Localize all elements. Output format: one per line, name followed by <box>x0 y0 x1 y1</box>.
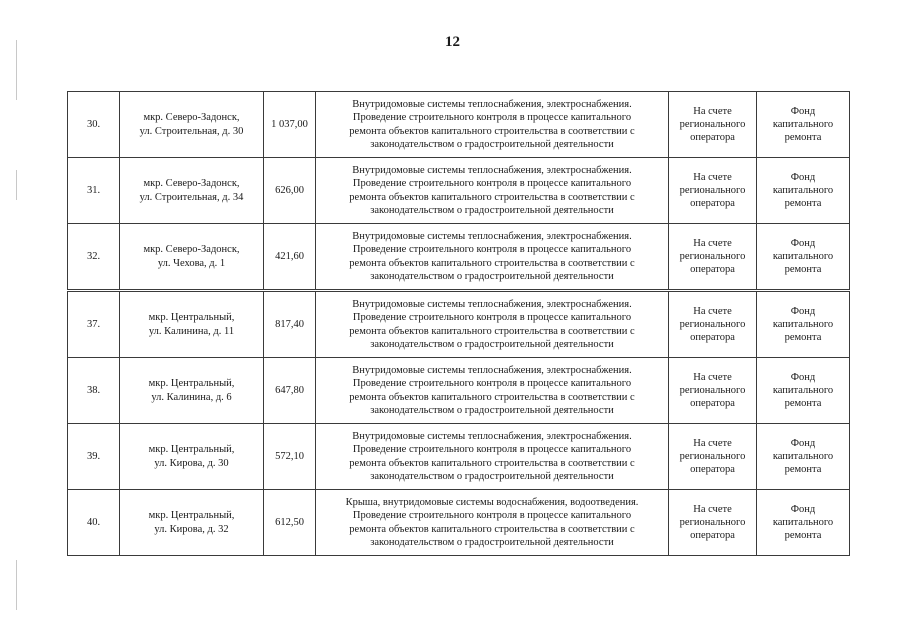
account-line-3: оператора <box>690 464 735 476</box>
funding-source-cell <box>757 92 850 158</box>
account-cell <box>669 490 757 556</box>
description-line-3: ремонта объектов капитального строительства в соответствии с <box>349 523 635 535</box>
area-cell <box>264 158 316 224</box>
description-line-1: Крыша, внутридомовые системы водоснабжения, водоотведения. <box>345 497 639 509</box>
works-description-cell <box>316 224 669 290</box>
row-number: 31. <box>86 184 101 196</box>
row-number-cell <box>68 424 120 490</box>
account-line-2: регионального <box>679 250 746 262</box>
funding-line-2: капитального <box>772 450 834 462</box>
area-value: 626,00 <box>275 184 304 196</box>
description-line-2: Проведение строительного контроля в процессе капитального <box>352 378 632 390</box>
address-line-2: ул. Кирова, д. 30 <box>154 457 229 469</box>
table-row <box>68 224 850 290</box>
funding-line-1: Фонд <box>790 171 816 183</box>
funding-line-2: капитального <box>772 516 834 528</box>
area-value: 647,80 <box>275 384 304 396</box>
area-cell <box>264 424 316 490</box>
account-line-1: На счете <box>693 237 732 249</box>
area-cell <box>264 224 316 290</box>
description-line-1: Внутридомовые системы теплоснабжения, электроснабжения. <box>352 431 632 443</box>
account-line-1: На счете <box>693 503 732 515</box>
description-line-1: Внутридомовые системы теплоснабжения, электроснабжения. <box>352 299 632 311</box>
area-value: 612,50 <box>275 516 304 528</box>
page-number: 12 <box>445 34 460 50</box>
works-description-cell <box>316 490 669 556</box>
works-description-cell <box>316 292 669 358</box>
area-value: 817,40 <box>275 318 304 330</box>
description-line-2: Проведение строительного контроля в процессе капитального <box>352 444 632 456</box>
table-row <box>68 424 850 490</box>
address-line-1: мкр. Северо-Задонск, <box>143 178 240 190</box>
description-line-3: ремонта объектов капитального строительства в соответствии с <box>349 325 635 337</box>
funding-line-1: Фонд <box>790 371 816 383</box>
address-line-1: мкр. Центральный, <box>148 444 235 456</box>
description-line-3: ремонта объектов капитального строительства в соответствии с <box>349 191 635 203</box>
margin-scan-mark <box>16 40 17 100</box>
description-line-4: законодательством о градостроительной деятельности <box>370 270 614 282</box>
description-line-4: законодательством о градостроительной деятельности <box>370 470 614 482</box>
account-cell <box>669 224 757 290</box>
funding-line-1: Фонд <box>790 437 816 449</box>
funding-line-2: капитального <box>772 318 834 330</box>
description-line-1: Внутридомовые системы теплоснабжения, электроснабжения. <box>352 99 632 111</box>
margin-scan-mark <box>16 560 17 610</box>
account-line-2: регионального <box>679 450 746 462</box>
row-number: 37. <box>86 318 101 330</box>
description-line-3: ремонта объектов капитального строительства в соответствии с <box>349 391 635 403</box>
funding-line-3: ремонта <box>784 132 822 144</box>
table-row <box>68 358 850 424</box>
address-line-1: мкр. Центральный, <box>148 378 235 390</box>
funding-line-3: ремонта <box>784 464 822 476</box>
account-cell <box>669 358 757 424</box>
address-line-1: мкр. Северо-Задонск, <box>143 244 240 256</box>
works-description-cell <box>316 358 669 424</box>
funding-line-1: Фонд <box>790 237 816 249</box>
table-row <box>68 158 850 224</box>
funding-source-cell <box>757 158 850 224</box>
address-cell <box>120 424 264 490</box>
funding-line-3: ремонта <box>784 398 822 410</box>
description-line-1: Внутридомовые системы теплоснабжения, электроснабжения. <box>352 231 632 243</box>
address-cell <box>120 490 264 556</box>
description-line-3: ремонта объектов капитального строительства в соответствии с <box>349 125 635 137</box>
account-line-2: регионального <box>679 118 746 130</box>
row-number-cell <box>68 224 120 290</box>
area-value: 1 037,00 <box>271 118 308 130</box>
address-line-1: мкр. Центральный, <box>148 312 235 324</box>
account-line-1: На счете <box>693 371 732 383</box>
funding-source-cell <box>757 224 850 290</box>
address-line-2: ул. Калинина, д. 6 <box>151 391 232 403</box>
funding-line-1: Фонд <box>790 503 816 515</box>
row-number-cell <box>68 292 120 358</box>
description-line-3: ремонта объектов капитального строительства в соответствии с <box>349 457 635 469</box>
account-line-1: На счете <box>693 105 732 117</box>
address-line-2: ул. Строительная, д. 30 <box>139 125 244 137</box>
row-number: 38. <box>86 384 101 396</box>
description-line-2: Проведение строительного контроля в процессе капитального <box>352 178 632 190</box>
row-number: 32. <box>86 250 101 262</box>
account-line-3: оператора <box>690 530 735 542</box>
address-line-1: мкр. Центральный, <box>148 510 235 522</box>
table-row <box>68 292 850 358</box>
account-line-3: оператора <box>690 398 735 410</box>
address-line-2: ул. Калинина, д. 11 <box>148 325 235 337</box>
address-line-2: ул. Строительная, д. 34 <box>139 191 244 203</box>
account-line-2: регионального <box>679 318 746 330</box>
funding-line-3: ремонта <box>784 198 822 210</box>
area-value: 572,10 <box>275 450 304 462</box>
row-number: 30. <box>86 118 101 130</box>
description-line-2: Проведение строительного контроля в процессе капитального <box>352 312 632 324</box>
area-cell <box>264 292 316 358</box>
address-cell <box>120 158 264 224</box>
funding-line-1: Фонд <box>790 305 816 317</box>
description-line-1: Внутридомовые системы теплоснабжения, электроснабжения. <box>352 365 632 377</box>
address-line-2: ул. Чехова, д. 1 <box>157 257 226 269</box>
account-line-1: На счете <box>693 437 732 449</box>
row-number: 39. <box>86 450 101 462</box>
table-separator-line <box>67 289 849 290</box>
account-cell <box>669 92 757 158</box>
account-line-3: оператора <box>690 198 735 210</box>
row-number-cell <box>68 490 120 556</box>
funding-source-cell <box>757 424 850 490</box>
funding-line-1: Фонд <box>790 105 816 117</box>
works-description-cell <box>316 158 669 224</box>
works-table-top <box>67 91 850 290</box>
funding-line-2: капитального <box>772 250 834 262</box>
row-number: 40. <box>86 516 101 528</box>
funding-source-cell <box>757 490 850 556</box>
area-cell <box>264 490 316 556</box>
account-line-2: регионального <box>679 184 746 196</box>
area-value: 421,60 <box>275 250 304 262</box>
works-description-cell <box>316 92 669 158</box>
description-line-2: Проведение строительного контроля в процессе капитального <box>352 244 632 256</box>
address-cell <box>120 358 264 424</box>
funding-line-3: ремонта <box>784 530 822 542</box>
row-number-cell <box>68 358 120 424</box>
description-line-4: законодательством о градостроительной деятельности <box>370 138 614 150</box>
row-number-cell <box>68 158 120 224</box>
address-line-1: мкр. Северо-Задонск, <box>143 112 240 124</box>
description-line-4: законодательством о градостроительной деятельности <box>370 338 614 350</box>
area-cell <box>264 358 316 424</box>
address-line-2: ул. Кирова, д. 32 <box>154 523 229 535</box>
account-cell <box>669 424 757 490</box>
description-line-4: законодательством о градостроительной деятельности <box>370 204 614 216</box>
account-line-2: регионального <box>679 516 746 528</box>
funding-line-3: ремонта <box>784 264 822 276</box>
description-line-2: Проведение строительного контроля в процессе капитального <box>352 112 632 124</box>
account-line-2: регионального <box>679 384 746 396</box>
account-line-3: оператора <box>690 332 735 344</box>
address-cell <box>120 292 264 358</box>
table-row <box>68 92 850 158</box>
account-line-1: На счете <box>693 171 732 183</box>
address-cell <box>120 224 264 290</box>
address-cell <box>120 92 264 158</box>
works-table-bottom <box>67 291 850 556</box>
description-line-2: Проведение строительного контроля в процессе капитального <box>352 510 632 522</box>
area-cell <box>264 92 316 158</box>
account-line-1: На счете <box>693 305 732 317</box>
account-line-3: оператора <box>690 264 735 276</box>
description-line-1: Внутридомовые системы теплоснабжения, электроснабжения. <box>352 165 632 177</box>
description-line-4: законодательством о градостроительной деятельности <box>370 536 614 548</box>
works-description-cell <box>316 424 669 490</box>
funding-line-2: капитального <box>772 118 834 130</box>
funding-source-cell <box>757 292 850 358</box>
funding-line-3: ремонта <box>784 332 822 344</box>
table-row <box>68 490 850 556</box>
account-line-3: оператора <box>690 132 735 144</box>
account-cell <box>669 158 757 224</box>
funding-line-2: капитального <box>772 184 834 196</box>
margin-scan-mark <box>16 170 17 200</box>
account-cell <box>669 292 757 358</box>
description-line-3: ремонта объектов капитального строительства в соответствии с <box>349 257 635 269</box>
funding-source-cell <box>757 358 850 424</box>
description-line-4: законодательством о градостроительной деятельности <box>370 404 614 416</box>
funding-line-2: капитального <box>772 384 834 396</box>
row-number-cell <box>68 92 120 158</box>
